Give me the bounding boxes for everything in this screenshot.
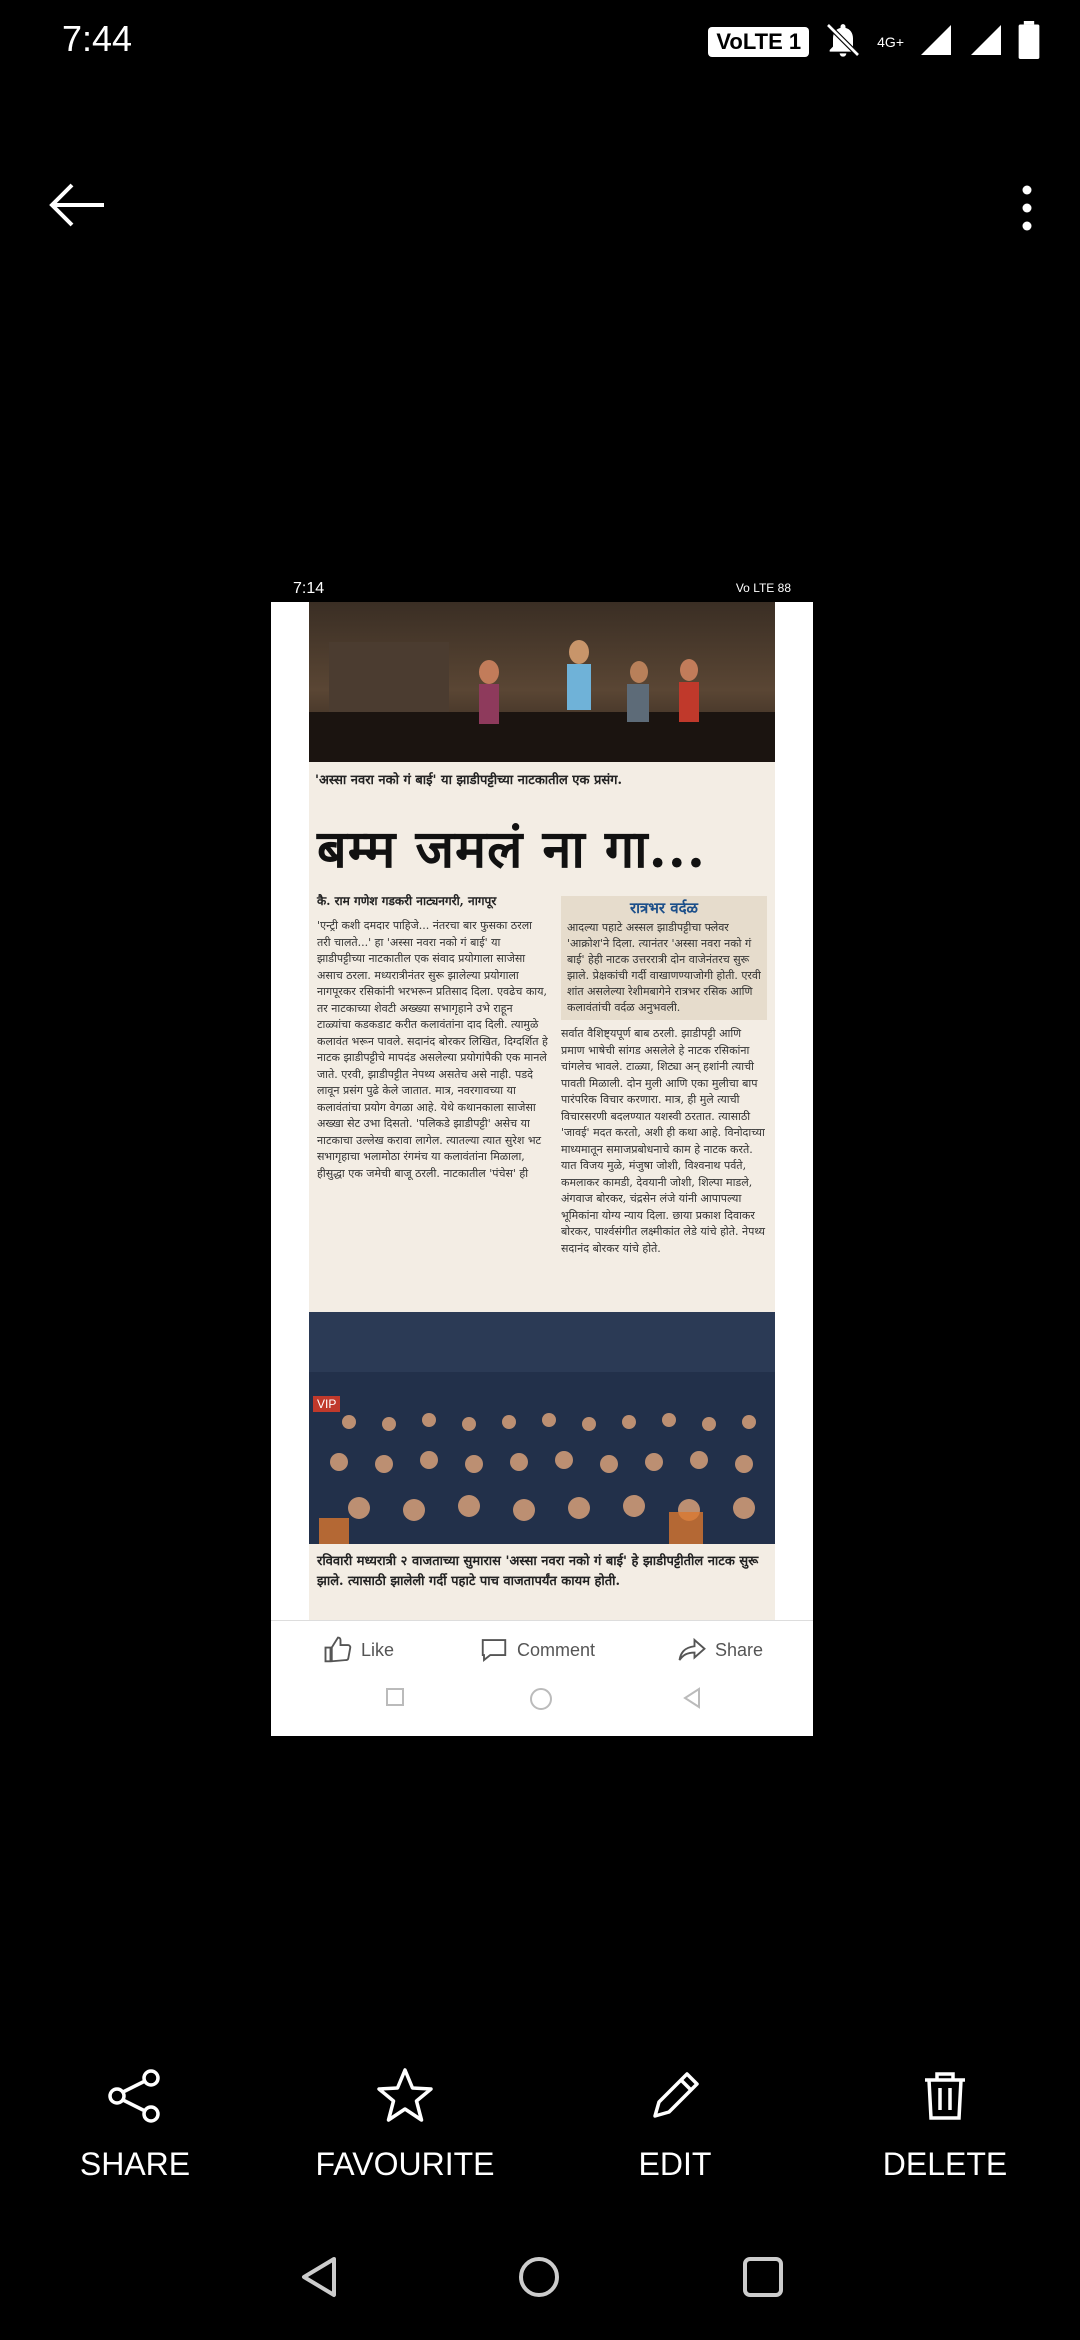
back-arrow-icon	[46, 180, 110, 230]
status-time: 7:44	[62, 18, 133, 59]
inner-back-icon	[681, 1687, 703, 1709]
inner-recents-icon	[385, 1687, 405, 1707]
newspaper-clipping	[309, 602, 775, 1620]
viewer-toolbar	[0, 160, 1080, 250]
article-column-right: सर्वात वैशिष्ट्यपूर्ण बाब ठरली. झाडीपट्टी आणि प्रमाण भाषेची सांगड असलेले हे नाटक रसिकांना चांगलेच भावले. टाळ्या, शिट्या अन् हशांनी त्याची पावती मिळाली. दोन मुली आणि एका मुलीचा बाप पारंपरिक विचार करणारा. मात्र, ही मुले त्याची विचारसरणी बदलण्यात यशस्वी ठरतात. त्यासाठी 'जावई' मदत करतो, अशी ही कथा आहे. विनोदाच्या माध्यमातून समाजप्रबोधनाचे काम हे नाटक करते. यात विजय मुळे, मंजुषा जोशी, विश्वनाथ पर्वते, कमलाकर कामडी, देवयानी जोशी, शिल्पा माडले, अंगवाज बोरकर, चंद्रसेन लंजे यांनी आपापल्या भूमिकांना योग्य न्याय दिला. छाया प्रकाश दिवाकर बोरकर, पार्श्वसंगीत लक्ष्मीकांत लेडे यांचे होते. नेपथ्य सदानंद बोरकर यांचे होते.	[561, 1027, 766, 1255]
favourite-button[interactable]	[275, 2050, 535, 2182]
audience-photo	[309, 1312, 775, 1544]
photo-caption-bottom: रविवारी मध्यरात्री २ वाजताच्या सुमारास 'अस्सा नवरा नको गं बाई' हे झाडीपट्टीतील नाटक सुरू झाले. त्यासाठी झालेली गर्दी पहाटे पाच वाजतापर्यंत कायम होती.	[317, 1554, 759, 1589]
system-nav-bar	[0, 2240, 1080, 2340]
pencil-icon	[645, 2066, 705, 2126]
edit-label: EDIT	[638, 2146, 712, 2182]
battery-icon	[1018, 21, 1040, 63]
status-bar	[0, 0, 1080, 80]
share-button[interactable]	[5, 2050, 265, 2182]
inner-status-icons: Vo LTE 88	[735, 581, 791, 595]
volte-badge: VoLTE 1	[708, 27, 809, 57]
sidebar-text: आदल्या पहाटे अस्सल झाडीपट्टीचा फ्लेवर 'आक्रोश'ने दिला. त्यानंतर 'अस्सा नवरा नको गं बाई' हेही नाटक उत्तररात्री दोन वाजेनंतरच सुरू झाले. प्रेक्षकांची गर्दी वाखाणण्याजोगी होती. एरवी शांत असलेल्या रेशीमबागेने रात्रभर रसिक आणि कलावंतांची वर्दळ अनुभवली.	[567, 921, 761, 1014]
nav-recents-icon	[740, 2254, 786, 2300]
nav-recents-button[interactable]	[740, 2254, 786, 2304]
inner-status-bar	[271, 578, 813, 602]
trash-icon	[915, 2066, 975, 2126]
delete-button[interactable]	[815, 2050, 1075, 2182]
sidebar-title: रात्रभर वर्दळ	[630, 899, 698, 917]
stage-photo	[309, 602, 775, 762]
bottom-action-bar	[0, 2050, 1080, 2182]
star-icon	[374, 2066, 436, 2126]
signal-icon-1	[918, 22, 954, 62]
fb-comment	[479, 1635, 595, 1665]
photo-caption-top: 'अस्सा नवरा नको गं बाई' या झाडीपट्टीच्या नाटकातील एक प्रसंग.	[315, 773, 623, 788]
inner-status-time: 7:14	[293, 580, 325, 597]
article-headline: बम्म जमलं ना गा...	[317, 819, 706, 880]
share-arrow-icon	[677, 1635, 707, 1665]
fb-share	[677, 1635, 763, 1665]
fb-like-label: Like	[361, 1639, 395, 1660]
article-byline: कै. राम गणेश गडकरी नाट्यनगरी, नागपूर	[317, 894, 497, 908]
mute-icon	[823, 20, 863, 64]
share-label: SHARE	[79, 2146, 191, 2182]
inner-home-icon	[529, 1687, 553, 1711]
fb-comment-label: Comment	[517, 1639, 596, 1660]
more-options-button[interactable]	[1002, 178, 1052, 238]
vip-label: VIP	[313, 1396, 340, 1412]
article-column-left: 'एन्ट्री कशी दमदार पाहिजे... नंतरचा बार फुसका ठरला तरी चालते...' हा 'अस्सा नवरा नको गं बाई' या झाडीपट्टीच्या नाटकातील एक संवाद प्रयोगाला साजेसा असाच ठरला. मध्यरात्रीनंतर सुरू झालेल्या प्रयोगाला नागपूरकर रसिकांनी भरभरून प्रतिसाद दिला. एवढेच काय, तर नाटकाच्या शेवटी अख्ख्या सभागृहाने उभे राहून टाळ्यांचा कडकडाट करीत कलावंतांना दाद दिली. त्यामुळे कलावंत भरून पावले. सदानंद बोरकर लिखित, दिग्दर्शित हे नाटक झाडीपट्टीचे मापदंड असलेल्या प्रयोगांपैकी एक मानले जाते. एरवी, झाडीपट्टीत नेपथ्य असतेच असे नाही. पडदे लावून प्रसंग पुढे केले जातात. मात्र, नवरगावच्या या कलावंतांचा प्रयोग वेगळा आहे. येथे कथानकाला साजेसा अख्खा सेट उभा दिसतो. 'पलिकडे झाडीपट्टी' असेच या नाटकाचा उल्लेख करावा लागेल. त्यातल्या त्यात सुरेश भट सभागृहाचा भलामोठा रंगमंच या कलावंतांना मिळाला, हीसुद्धा एक जमेची बाजू ठरली. नाटकातील 'पंचेस' ही	[317, 919, 548, 1180]
network-type: 4G+	[877, 34, 904, 50]
fb-like	[323, 1635, 394, 1665]
nav-home-button[interactable]	[516, 2254, 562, 2304]
nav-home-icon	[516, 2254, 562, 2300]
delete-label: DELETE	[882, 2146, 1008, 2182]
photo-image[interactable]	[271, 578, 813, 1736]
fb-share-label: Share	[715, 1639, 764, 1660]
status-icons	[708, 20, 1040, 64]
nav-back-icon	[296, 2254, 342, 2300]
thumbs-up-icon	[323, 1635, 353, 1665]
favourite-label: FAVOURITE	[315, 2146, 495, 2182]
more-vert-icon	[1002, 178, 1052, 238]
signal-icon-2	[968, 22, 1004, 62]
sidebar-box	[561, 896, 767, 1020]
edit-button[interactable]	[545, 2050, 805, 2182]
nav-back-button[interactable]	[296, 2254, 342, 2304]
share-icon	[105, 2066, 165, 2126]
comment-icon	[479, 1635, 509, 1665]
back-button[interactable]	[46, 180, 110, 230]
facebook-action-bar	[271, 1620, 813, 1736]
